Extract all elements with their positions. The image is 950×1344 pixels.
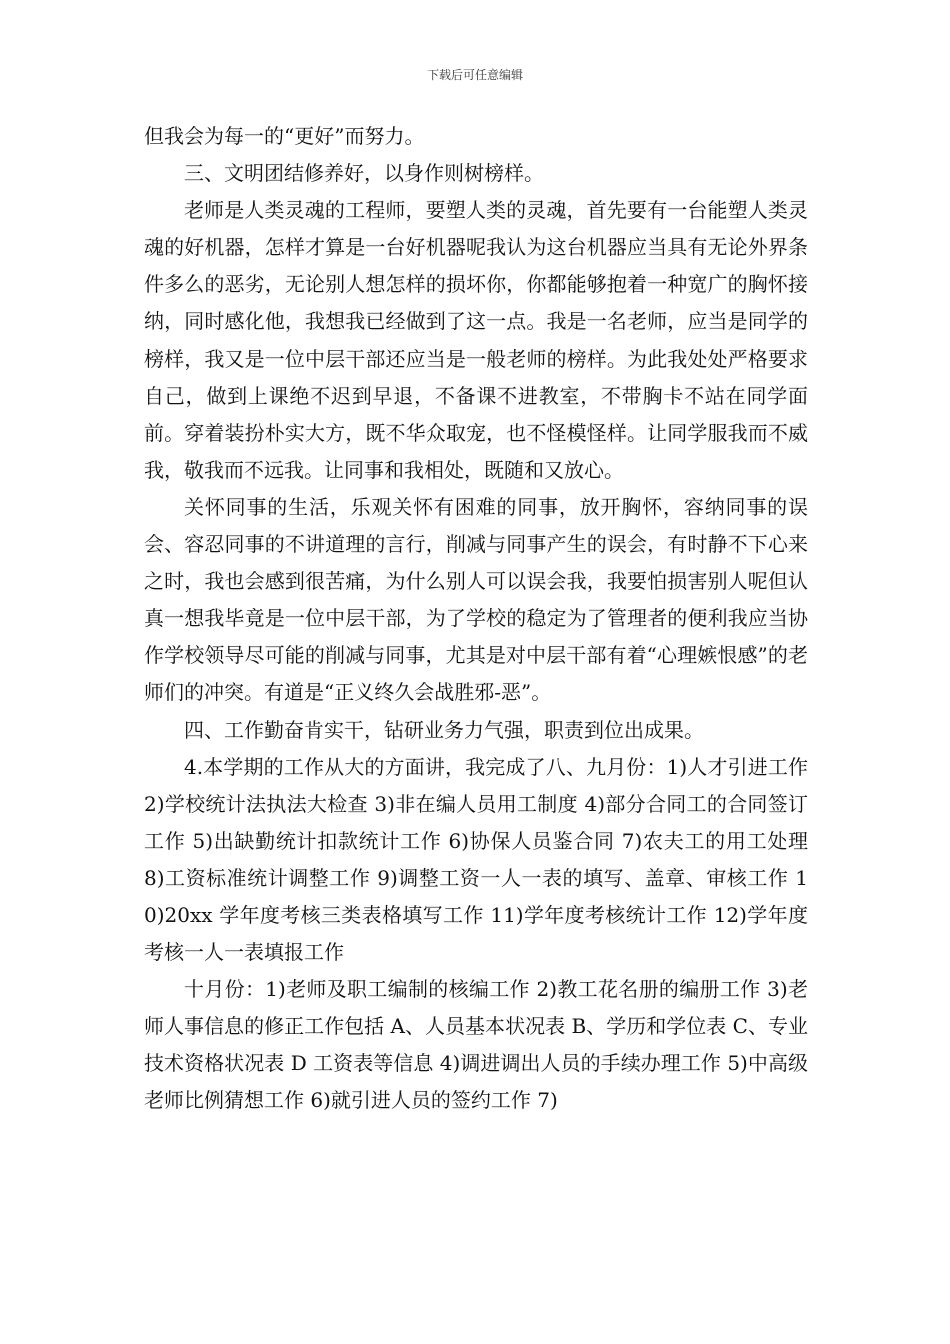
paragraph: 十月份：1)老师及职工编制的核编工作 2)教工花名册的编册工作 3)老师人事信息的修正工作包括 A、人员基本状况表 B、学历和学位表 C、专业技术资格状况表 D 工资表等信息 4)调进调出人员的手续办理工作 5)中高级老师比例猜想工作 6)就引进人员的签约工作 7) [144,977,808,1113]
paragraph: 关怀同事的生活，乐观关怀有困难的同事，放开胸怀，容纳同事的误会、容忍同事的不讲道理的言行，削减与同事产生的误会，有时静不下心来之时，我也会感到很苦痛，为什么别人可以误会我，我要怕损害别人呢但认真一想我毕竟是一位中层干部，为了学校的稳定为了管理者的便利我应当协作学校领导尽可能的削减与同事，尤其是对中层干部有着“心理嫉恨感”的老师们的冲突。有道是“正义终久会战胜邪-恶”。 [144,494,808,705]
document-body [144,118,808,1120]
paragraph: 老师是人类灵魂的工程师，要塑人类的灵魂，首先要有一台能塑人类灵魂的好机器，怎样才算是一台好机器呢我认为这台机器应当具有无论外界条件多么的恶劣，无论别人想怎样的损坏你，你都能够抱着一种宽广的胸怀接纳，同时感化他，我想我已经做到了这一点。我是一名老师，应当是同学的榜样，我又是一位中层干部还应当是一般老师的榜样。为此我处处严格要求自己，做到上课绝不迟到早退，不备课不进教室，不带胸卡不站在同学面前。穿着装扮朴实大方，既不华众取宠，也不怪模怪样。让同学服我而不威我，敬我而不远我。让同事和我相处，既随和又放心。 [144,198,808,482]
paragraph: 但我会为每一的“更好”而努力。 [144,124,425,148]
section-heading: 四、工作勤奋肯实干，钻研业务力气强，职责到位出成果。 [184,717,704,742]
paragraph: 4.本学期的工作从大的方面讲，我完成了八、九月份：1)人才引进工作 2)学校统计法执法大检查 3)非在编人员用工制度 4)部分合同工的合同签订工作 5)出缺勤统计扣款统计工作 6)协保人员鉴合同 7)农夫工的用工处理 8)工资标准统计调整工作 9)调整工资一人一表的填写、盖章、审核工作 10)20xx 学年度考核三类表格填写工作 11)学年度考核统计工作 12)学年度考核一人一表填报工作 [144,754,808,965]
page-header: 下载后可任意编辑 [426,68,523,82]
section-heading: 三、文明团结修养好，以身作则树榜样。 [184,161,544,186]
